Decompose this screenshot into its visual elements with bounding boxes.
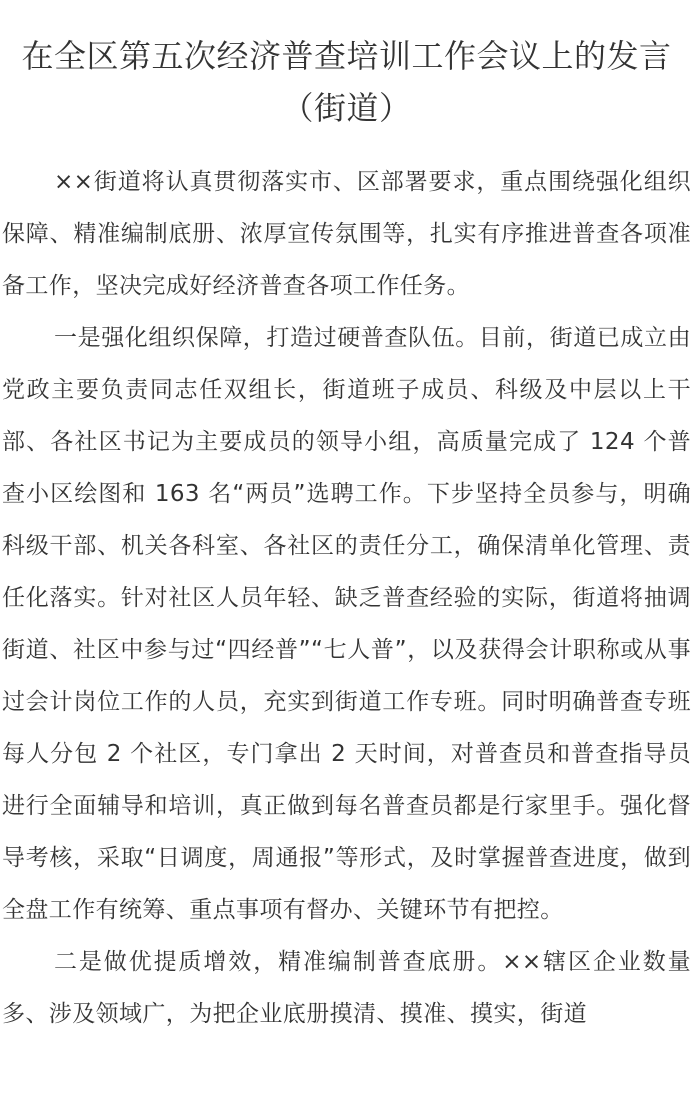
paragraph-organization: 一是强化组织保障，打造过硬普查队伍。目前，街道已成立由党政主要负责同志任双组长，街道班子成员、科级及中层以上干部、各社区书记为主要成员的领导小组，高质量完成了 124 个普查小区绘图和 163 名“两员”选聘工作。下步坚持全员参与，明确科级干部、机关各科室、各社区的责任分工，确保清单化管理、责任化落实。针对社区人员年轻、缺乏普查经验的实际，街道将抽调街道、社区中参与过“四经普”“七人普”，以及获得会计职称或从事过会计岗位工作的人员，充实到街道工作专班。同时明确普查专班每人分包 2 个社区，专门拿出 2 天时间，对普查员和普查指导员进行全面辅导和培训，真正做到每名普查员都是行家里手。强化督导考核，采取“日调度，周通报”等形式，及时掌握普查进度，做到全盘工作有统筹、重点事项有督办、关键环节有把控。	[2, 325, 691, 923]
paragraph-register: 二是做优提质增效，精准编制普查底册。××辖区企业数量多、涉及领域广，为把企业底册摸清、摸准、摸实，街道	[2, 949, 691, 1027]
document-body	[0, 156, 693, 1040]
paragraph-intro: ××街道将认真贯彻落实市、区部署要求，重点围绕强化组织保障、精准编制底册、浓厚宣传氛围等，扎实有序推进普查各项准备工作，坚决完成好经济普查各项工作任务。	[2, 169, 691, 299]
document-title: 在全区第五次经济普查培训工作会议上的发言（街道）	[21, 37, 672, 127]
